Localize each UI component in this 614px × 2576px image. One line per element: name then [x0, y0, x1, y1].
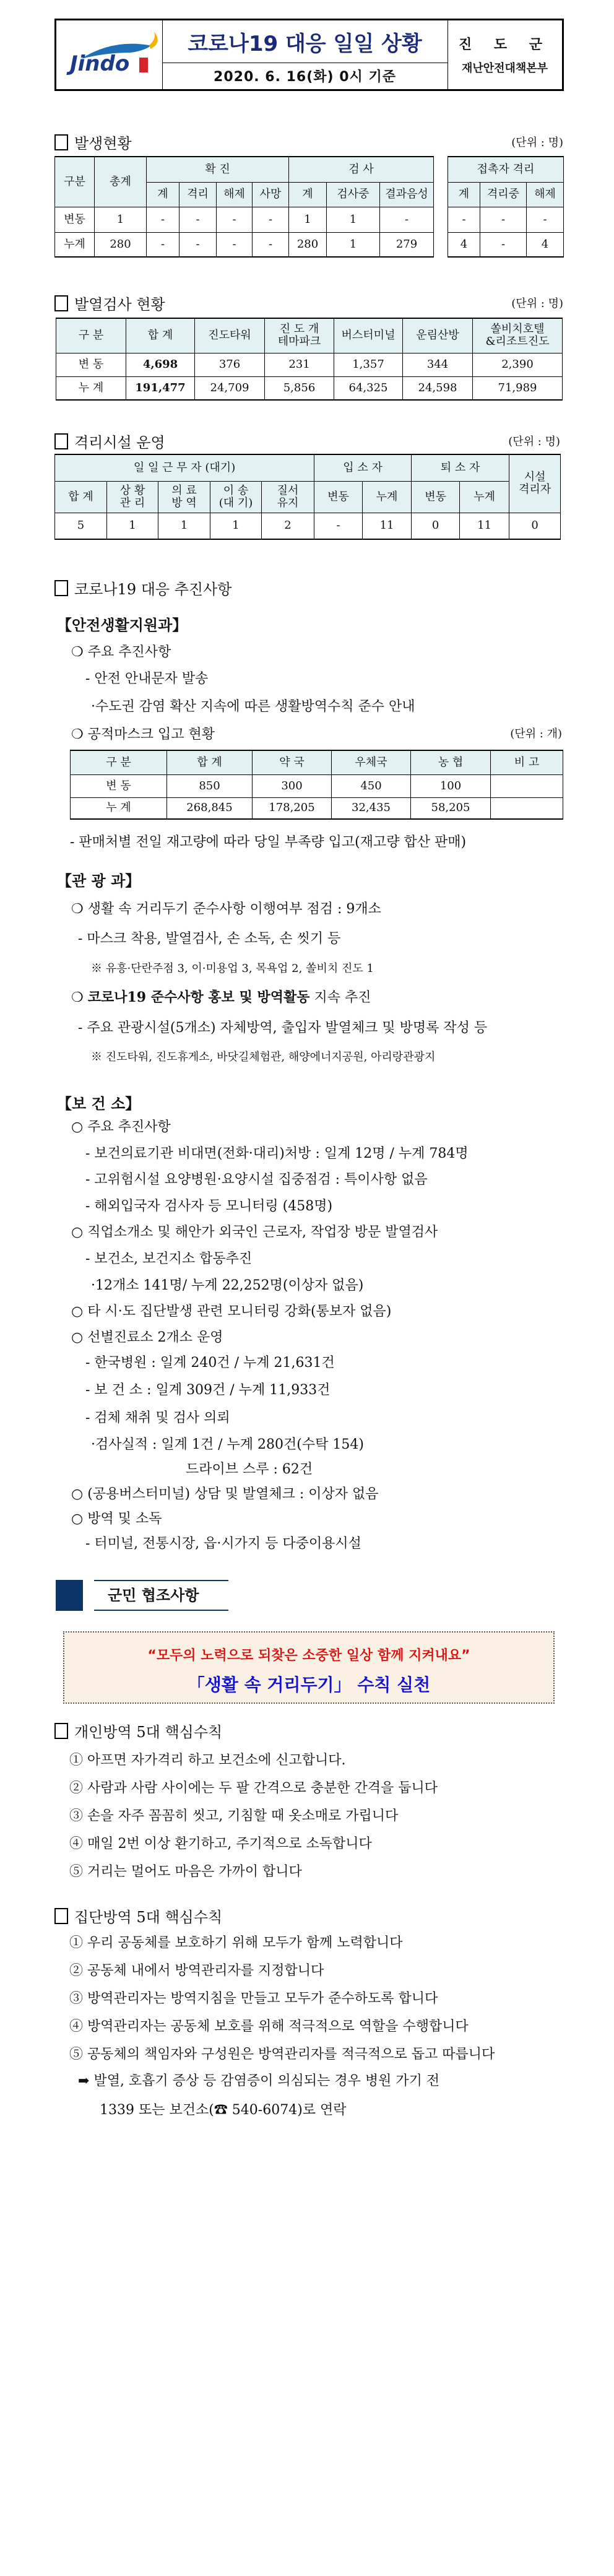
cell: 11 [363, 513, 412, 539]
org-dept: 재난안전대책본부 [461, 62, 548, 75]
mask-col-header: 약 국 [253, 750, 332, 774]
list-item [186, 1459, 313, 1478]
cell: - [448, 207, 480, 232]
section-marker-block [56, 1580, 83, 1611]
cell: - [179, 207, 217, 232]
col-facility-isolated: 시설 격리자 [509, 454, 561, 513]
fever-col-header: 쏠비치호텔 &리조트진도 [473, 318, 563, 353]
fever-col-header: 진 도 개 테마파크 [265, 318, 334, 353]
item-text: 생활 속 거리두기 준수사항 이행여부 점검 : 9개소 [87, 901, 381, 917]
table-row [71, 774, 563, 797]
unit-label: (단위 : 개) [510, 727, 562, 740]
circle-bullet-icon: ○ [71, 1304, 84, 1319]
unit-label: (단위 : 명) [511, 136, 563, 149]
mask-col-header: 구 분 [71, 750, 167, 774]
rule-item: ② 공동체 내에서 방역관리자를 지정합니다 [69, 1963, 324, 1979]
item-text: - 보건소, 보건지소 합동추진 [85, 1251, 253, 1267]
slogan-box [63, 1631, 555, 1704]
cell: 58,205 [411, 797, 491, 819]
item-text: - 보건의료기관 비대면(전화·대리)처방 : 일계 12명 / 누계 784명 [85, 1146, 469, 1161]
item-text: 공적마스크 입고 현황 [87, 727, 215, 742]
subcol: 계 [147, 182, 179, 207]
table-row [448, 232, 564, 257]
list-item [71, 1327, 223, 1346]
table-row [56, 353, 563, 376]
contact-note [78, 2070, 439, 2089]
item-text: 타 시·도 집단발생 관련 모니터링 강화(통보자 없음) [87, 1304, 392, 1319]
cell: 64,325 [334, 376, 403, 400]
report-header [54, 19, 564, 91]
cell: 1 [327, 232, 380, 257]
item-text-bold: 코로나19 준수사항 홍보 및 방역활동 [87, 989, 310, 1005]
list-item [71, 1301, 391, 1320]
list-item: - 판매처별 전일 재고량에 따라 당일 부족량 입고(재고량 합산 판매) [70, 835, 467, 850]
cell: 100 [411, 774, 491, 797]
contact-note-phone: 1339 또는 보건소(☎ 540-6074)로 연락 [100, 2102, 347, 2118]
row-label: 변 동 [56, 353, 126, 376]
note-text: 발열, 호흡기 증상 등 감염증이 의심되는 경우 병원 가기 전 [93, 2073, 440, 2089]
cell: 191,477 [126, 376, 195, 400]
slogan-line-2: 「생활 속 거리두기」 수칙 실천 [187, 1675, 431, 1695]
cell: 4,698 [126, 353, 195, 376]
cell: 231 [265, 353, 334, 376]
contact-isolation-table [448, 156, 564, 258]
table-row [55, 207, 434, 232]
rule-item: ⑤ 공동체의 책임자와 구성원은 방역관리자를 적극적으로 돕고 따릅니다 [69, 2047, 495, 2062]
table-row [55, 513, 561, 539]
group-rules-heading [54, 1905, 222, 1927]
isolation-subcol: 이 송 (대 기) [210, 481, 262, 513]
heading-text: 집단방역 5대 핵심수칙 [74, 1909, 223, 1926]
org-name: 진 도 군 [458, 37, 551, 53]
note: ※ 진도타워, 진도휴게소, 바닷길체험관, 해양에너지공원, 아리랑관광지 [91, 1051, 436, 1064]
heading-text: 개인방역 5대 핵심수칙 [74, 1724, 223, 1741]
table-row [448, 207, 564, 232]
cell: 24,709 [195, 376, 265, 400]
rule-item: ④ 매일 2번 이상 환기하고, 주기적으로 소독합니다 [69, 1836, 372, 1852]
cell: 280 [95, 232, 147, 257]
list-item [85, 1533, 361, 1552]
rule-item: ③ 손을 자주 꼼꼼히 씻고, 기침할 때 옷소매로 가립니다 [69, 1808, 399, 1824]
cell: 376 [195, 353, 265, 376]
note: ※ 유흥·단란주점 3, 이·미용업 3, 목욕업 2, 쏠비치 진도 1 [91, 962, 374, 975]
mask-col-header: 농 협 [411, 750, 491, 774]
section-isolation-heading [54, 430, 165, 452]
cell: - [253, 232, 289, 257]
section-measures-heading [54, 577, 231, 599]
list-item [71, 1483, 379, 1503]
cell: 1 [289, 207, 327, 232]
isolation-subcol: 상 황 관 리 [107, 481, 158, 513]
subcol: 계 [289, 182, 327, 207]
fever-col-header: 버스터미널 [334, 318, 403, 353]
list-item [91, 1434, 364, 1453]
mask-col-header: 비 고 [491, 750, 563, 774]
rule-item: ① 우리 공동체를 보호하기 위해 모두가 함께 노력합니다 [69, 1935, 403, 1951]
list-item [85, 1248, 252, 1267]
cell: - [380, 207, 434, 232]
list-item: ❍ 공적마스크 입고 현황 [71, 727, 215, 742]
cell: 1 [327, 207, 380, 232]
cell [491, 774, 563, 797]
unit-label: (단위 : 명) [511, 297, 563, 310]
cell: 24,598 [403, 376, 473, 400]
row-label: 누계 [55, 232, 95, 257]
report-title: 코로나19 대응 일일 상황 [162, 20, 448, 63]
rule-item: ③ 방역관리자는 방역지침을 만들고 모두가 준수하도록 합니다 [69, 1991, 438, 2006]
isolation-subcol: 합 계 [55, 481, 107, 513]
isolation-subcol: 변동 [314, 481, 363, 513]
item-text: 주요 추진사항 [87, 644, 171, 660]
item-text: 지속 추진 [309, 990, 371, 1005]
subcol: 격리 [179, 182, 217, 207]
rule-item: ① 아프면 자가격리 하고 보건소에 신고합니다. [69, 1753, 346, 1768]
logo-text: Jindo [70, 51, 130, 76]
circle-bullet-icon: ○ [71, 1511, 84, 1527]
rule-item: ② 사람과 사람 사이에는 두 팔 간격으로 충분한 간격을 둡니다 [69, 1780, 438, 1796]
col-discharged: 퇴 소 자 [412, 454, 509, 481]
list-item [91, 1275, 363, 1294]
cell: - [217, 232, 253, 257]
personal-rules-heading [54, 1720, 222, 1741]
item-text: - 터미널, 전통시장, 읍·시가지 등 다중이용시설 [85, 1536, 361, 1551]
section-outbreak-heading [54, 131, 132, 153]
cell: - [147, 207, 179, 232]
heading-text: 격리시설 운영 [74, 434, 165, 451]
subcol: 해제 [217, 182, 253, 207]
cell [491, 797, 563, 819]
fever-table [56, 318, 563, 401]
cell: 4 [527, 232, 564, 257]
list-item [85, 1143, 469, 1162]
cell: 0 [509, 513, 561, 539]
cell: 300 [253, 774, 332, 797]
list-item [85, 1379, 330, 1399]
list-item [71, 1116, 171, 1135]
circle-bullet-icon: ○ [71, 1225, 84, 1240]
row-label: 누 계 [56, 376, 126, 400]
list-item [85, 1407, 230, 1426]
table-row [71, 797, 563, 819]
isolation-subcol: 의 료 방 역 [158, 481, 210, 513]
cell: 32,435 [332, 797, 411, 819]
item-text: 주요 추진사항 [87, 1119, 171, 1135]
col-admitted: 입 소 자 [314, 454, 412, 481]
heading-text: 코로나19 대응 추진사항 [74, 581, 232, 598]
cell: 280 [289, 232, 327, 257]
subcol: 검사중 [327, 182, 380, 207]
rule-item: ⑤ 거리는 멀어도 마음은 가까이 합니다 [69, 1864, 302, 1880]
fever-col-header: 합 계 [126, 318, 195, 353]
col-total: 총계 [95, 157, 147, 207]
list-item: ❍ 코로나19 준수사항 홍보 및 방역활동 지속 추진 [71, 989, 371, 1005]
cell: 344 [403, 353, 473, 376]
isolation-subcol: 질서 유지 [262, 481, 314, 513]
rule-item: ④ 방역관리자는 공동체 보호를 위해 적극적으로 역할을 수행합니다 [69, 2019, 469, 2034]
list-item: - 안전 안내문자 발송 [85, 671, 209, 687]
cell: 279 [380, 232, 434, 257]
table-row [56, 376, 563, 400]
cell: 4 [448, 232, 480, 257]
col-confirmed: 확 진 [147, 157, 289, 182]
list-item: - 마스크 착용, 발열검사, 손 소독, 손 씻기 등 [78, 931, 341, 947]
isolation-subcol: 누계 [460, 481, 509, 513]
cooperation-heading: 군민 협조사항 [94, 1580, 228, 1611]
item-text: 방역 및 소독 [87, 1511, 162, 1527]
col-staff: 일 일 근 무 자 (대기) [55, 454, 314, 481]
fever-col-header: 진도타워 [195, 318, 265, 353]
list-item: ·수도권 감염 확산 지속에 따른 생활방역수칙 준수 안내 [91, 699, 415, 714]
cell: - [314, 513, 363, 539]
list-item [71, 1508, 162, 1527]
report-date: 2020. 6. 16(화) 0시 기준 [214, 69, 396, 85]
heading-text: 발열검사 현황 [74, 296, 165, 313]
dept-safety: 【안전생활지원과】 [57, 616, 188, 634]
cell: 71,989 [473, 376, 563, 400]
list-item [71, 1221, 438, 1241]
item-text: - 보 건 소 : 일계 309건 / 누계 11,933건 [85, 1382, 331, 1398]
col-contact: 접촉자 격리 [448, 157, 564, 182]
row-label: 변동 [55, 207, 95, 232]
cell: 1 [107, 513, 158, 539]
list-item [85, 1169, 428, 1188]
item-text: ·12개소 141명/ 누계 22,252명(이상자 없음) [91, 1278, 364, 1293]
circle-bullet-icon: ○ [71, 1486, 84, 1502]
isolation-table [54, 454, 561, 540]
subcol: 사망 [253, 182, 289, 207]
cell: - [253, 207, 289, 232]
subcol: 격리중 [480, 182, 527, 207]
cell: 1,357 [334, 353, 403, 376]
isolation-subcol: 누계 [363, 481, 412, 513]
item-text: 드라이브 스루 : 62건 [186, 1462, 313, 1477]
cell: - [480, 207, 527, 232]
cell: 2,390 [473, 353, 563, 376]
mask-table [70, 750, 563, 820]
isolation-subcol: 변동 [412, 481, 460, 513]
cell: 1 [95, 207, 147, 232]
subcol: 결과음성 [380, 182, 434, 207]
cell: 0 [412, 513, 460, 539]
cell: 178,205 [253, 797, 332, 819]
cell: 450 [332, 774, 411, 797]
cell: - [480, 232, 527, 257]
cell: 2 [262, 513, 314, 539]
dept-health: 【보 건 소】 [57, 1095, 141, 1112]
unit-label: (단위 : 명) [508, 435, 560, 448]
item-text: - 해외입국자 검사자 등 모니터링 (458명) [85, 1199, 333, 1214]
cell: 11 [460, 513, 509, 539]
item-text: - 고위험시설 요양병원·요양시설 집중점검 : 특이사항 없음 [85, 1172, 428, 1187]
col-gubun: 구분 [55, 157, 95, 207]
organization [448, 20, 562, 89]
subcol: 해제 [527, 182, 564, 207]
slogan-line-1: “모두의 노력으로 되찾은 소중한 일상 함께 지켜내요” [147, 1648, 470, 1663]
cell: 5,856 [265, 376, 334, 400]
row-label: 변 동 [71, 774, 167, 797]
heading-text: 발생현황 [74, 135, 132, 152]
circle-bullet-icon: ○ [71, 1330, 84, 1345]
section-fever-heading [54, 292, 165, 314]
cell: 5 [55, 513, 107, 539]
row-label: 누 계 [71, 797, 167, 819]
cell: 1 [210, 513, 262, 539]
dept-tourism: 【관 광 과】 [57, 872, 141, 890]
list-item: - 주요 관광시설(5개소) 자체방역, 출입자 발열체크 및 방명록 작성 등 [78, 1020, 488, 1036]
item-text: (공용버스터미널) 상담 및 발열체크 : 이상자 없음 [87, 1486, 379, 1502]
subcol: 계 [448, 182, 480, 207]
fever-col-header: 구 분 [56, 318, 126, 353]
item-text: - 한국병원 : 일계 240건 / 누계 21,631건 [85, 1355, 335, 1371]
cell: - [217, 207, 253, 232]
item-text: - 검체 채취 및 검사 의뢰 [85, 1410, 230, 1426]
table-row [55, 232, 434, 257]
arrow-icon: ➡ [78, 2073, 90, 2089]
cell: - [179, 232, 217, 257]
col-test: 검 사 [289, 157, 434, 182]
cell: 850 [167, 774, 253, 797]
outbreak-table [54, 156, 434, 258]
jindo-logo [56, 20, 163, 89]
list-item: ❍ 생활 속 거리두기 준수사항 이행여부 점검 : 9개소 [71, 901, 381, 917]
list-item [85, 1352, 335, 1371]
list-item [85, 1195, 332, 1215]
cell: - [147, 232, 179, 257]
list-item: ❍ 주요 추진사항 [71, 644, 171, 660]
mask-col-header: 합 계 [167, 750, 253, 774]
cell: - [527, 207, 564, 232]
cell: 268,845 [167, 797, 253, 819]
item-text: 선별진료소 2개소 운영 [87, 1330, 223, 1345]
cell: 1 [158, 513, 210, 539]
circle-bullet-icon: ○ [71, 1119, 84, 1135]
fever-col-header: 운림산방 [403, 318, 473, 353]
mask-col-header: 우체국 [332, 750, 411, 774]
item-text: 직업소개소 및 해안가 외국인 근로자, 작업장 방문 발열검사 [87, 1225, 438, 1240]
item-text: ·검사실적 : 일계 1건 / 누계 280건(수탁 154) [91, 1437, 364, 1452]
